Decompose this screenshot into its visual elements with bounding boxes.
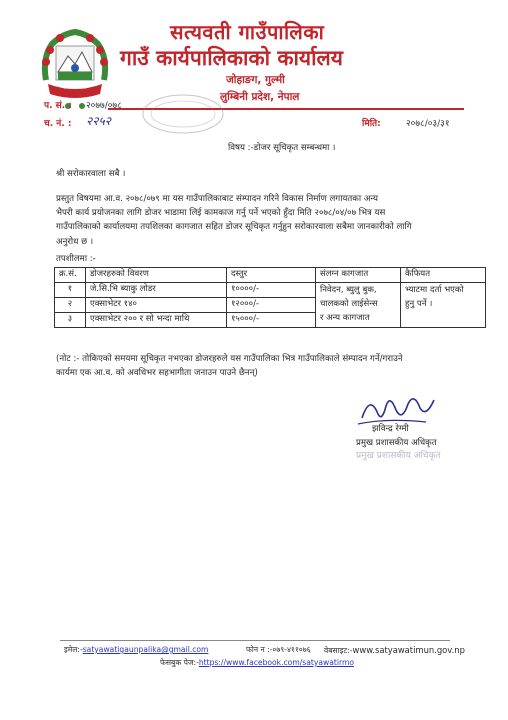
ps-label: प. सं. : — [44, 101, 72, 111]
remark-line: हुनु पर्ने । — [405, 299, 433, 309]
web-label: वेबसाइट:- — [324, 646, 353, 655]
paragraph-line: प्रस्तुत विषयमा आ.व. २०७८/०७९ मा यस गाउँपालिकाबाट संम्पादन गरिने विकास निर्माण लगायतका अन्य — [56, 194, 378, 204]
web-link[interactable]: www.satyawatimun.gov.np — [352, 645, 465, 655]
details-table — [54, 267, 486, 328]
table-header-cell: डोजरहरुको विवरण — [86, 268, 227, 283]
footer-fb-row — [160, 658, 354, 668]
signatory-stamp: प्रमुख प्रशासकीय अधिकृत — [356, 451, 441, 461]
table-cell-desc: जे.सि.भि ब्याकु लोडर — [86, 283, 227, 298]
header-line-province: लुम्बिनी प्रदेश, नेपाल — [220, 91, 300, 103]
note-line: कार्यमा एक आ.व. को अवधिभर सहभागीता जनाउन पाउने छैनन्) — [56, 368, 258, 379]
note-line: (नोट :- तोकिएको समयमा सूचिकृत नभएका डोजरहरुले यस गाउँपालिका भित्र गाउँपालिकाले संम्पादन गर्ने/गराउने — [56, 354, 403, 364]
header-line-office: गाउँ कार्यपालिकाको कार्यालय — [120, 46, 343, 70]
table-cell-fee: १५०००/- — [227, 313, 316, 328]
subject-line: विषय :-डोजर सूचिकृत सम्बन्धमा । — [228, 143, 336, 153]
document-line: र अन्य कागजात — [320, 313, 370, 323]
document-line: चालकको लाईसेन्स — [320, 299, 378, 309]
cn-label: च. नं. : — [44, 119, 72, 129]
salutation: श्री सरोकारवाला सबै । — [56, 169, 126, 179]
footer-web-row — [324, 645, 465, 656]
table-cell-remarks — [401, 283, 486, 328]
table-row — [55, 283, 486, 298]
date-label: मिति: — [362, 119, 381, 129]
table-header-cell: कैफियत — [401, 268, 486, 283]
email-link[interactable]: satyawatigaunpalika@gmail.com — [82, 645, 209, 654]
header-line-municipality: सत्यवती गाउँपालिका — [170, 20, 325, 44]
table-cell-desc: एक्साभेटर २०० र सो भन्दा माथि — [86, 313, 227, 328]
signatory-title: प्रमुख प्रशासकीय अधिकृत — [356, 438, 437, 448]
paragraph-line: गाउँपालिकाको कार्यालयमा तपशिलका कागजात सहित डोजर सूचिकृत गर्नुहुन सरोकारवाला सबैमा जानकारीको लागि — [56, 222, 412, 233]
footer-divider — [60, 640, 450, 641]
body-paragraph — [56, 192, 476, 249]
note-block — [56, 352, 486, 380]
table-intro: तपशीलमा :- — [56, 254, 96, 264]
table-cell-sn: १ — [55, 283, 86, 298]
table-cell-sn: ३ — [55, 313, 86, 328]
table-cell-fee: १००००/- — [227, 283, 316, 298]
table-cell-documents — [316, 283, 401, 328]
fb-label: फेसबुक पेज:- — [160, 658, 199, 667]
date-value: २०७८/०३/३१ — [406, 119, 450, 129]
cn-value: २२५२ — [86, 114, 111, 128]
table-header-cell: दस्तुर — [227, 268, 316, 283]
ps-value: २०७७/०७८ — [86, 101, 122, 111]
table-cell-sn: २ — [55, 298, 86, 313]
header-line-location: जोहाङग, गुल्मी — [226, 74, 285, 86]
table-cell-fee: १२०००/- — [227, 298, 316, 313]
fb-link[interactable]: https://www.facebook.com/satyawatirmo — [198, 658, 354, 667]
office-stamp — [140, 92, 226, 136]
table-header-row — [55, 268, 486, 283]
paragraph-line: अनुरोध छ । — [56, 236, 94, 247]
document-line: निवेदन, ब्युलु बुक, — [320, 285, 377, 295]
remark-line: भ्याटमा दर्ता भएको — [405, 285, 464, 295]
footer-phone: फोन न :-०७९-४११०७६ — [246, 645, 311, 654]
signatory-name: झविन्द्र रेग्मी — [372, 424, 409, 434]
table-header-cell: संलग्न कागजात — [316, 268, 401, 283]
table-cell-desc: एक्साभेटर १४० — [86, 298, 227, 313]
paragraph-line: भैपरी कार्य प्रयोजनका लागि डोजर भाडामा लिई कामकाज गर्नु पर्ने भएको हुँदा मिति २०७८/०४/०७ भित्र यस — [56, 208, 386, 219]
email-label: इमेल:- — [64, 645, 83, 654]
footer-email-row — [64, 645, 208, 655]
table-header-cell: क्र.सं. — [55, 268, 86, 283]
